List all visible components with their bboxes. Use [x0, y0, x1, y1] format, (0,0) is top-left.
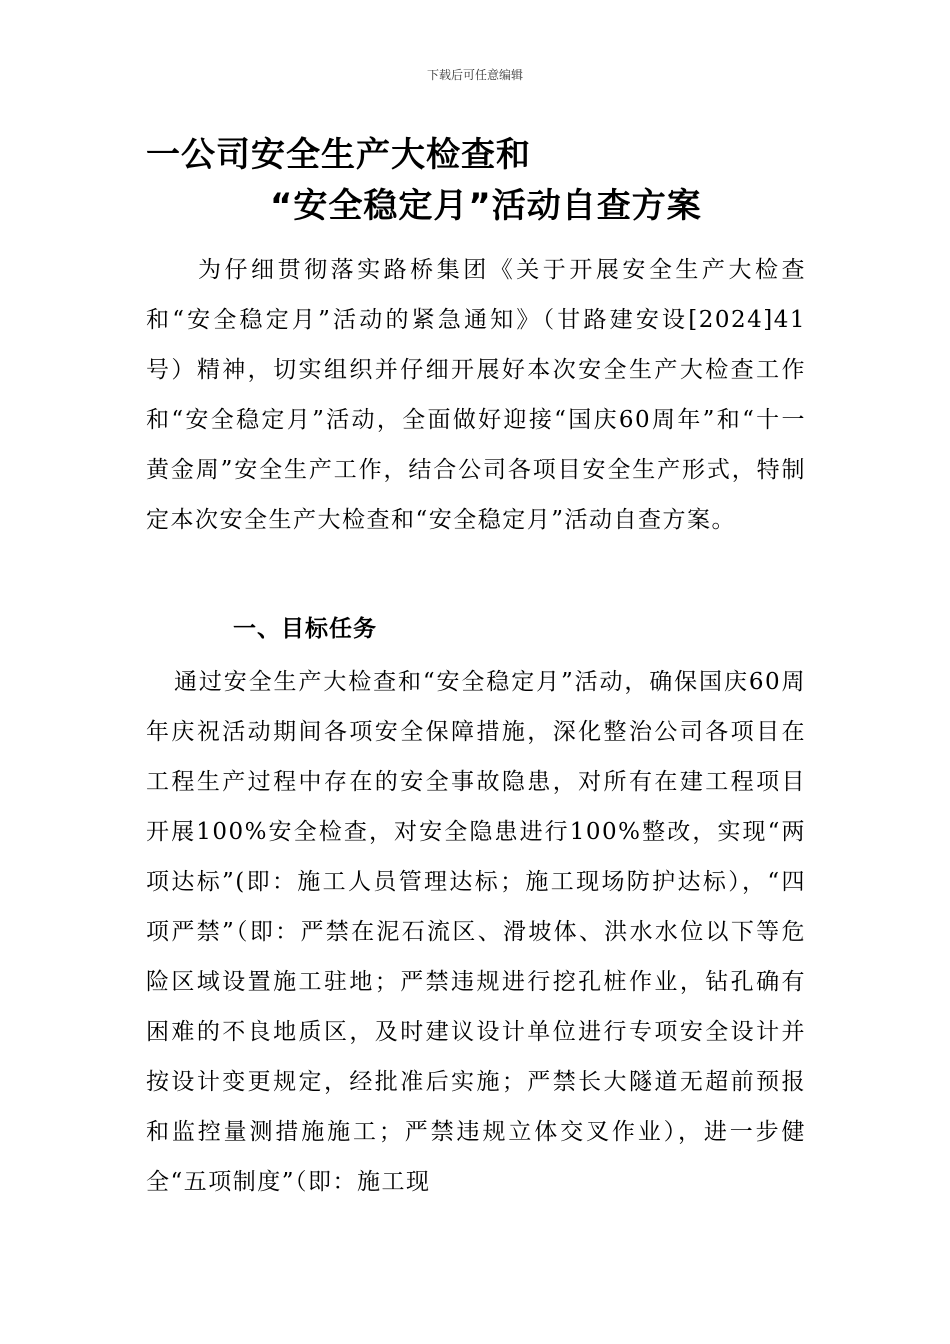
section-goals-paragraph: 通过安全生产大检查和“安全稳定月”活动，确保国庆60周年庆祝活动期间各项安全保障措施，深化整治公司各项目在工程生产过程中存在的安全事故隐患，对所有在建工程项目开展100%安全检查，对安全隐患进行100%整改，实现“两项达标”(即：施工人员管理达标；施工现场防护达标），“四项严禁”（即：严禁在泥石流区、滑坡体、洪水水位以下等危险区域设置施工驻地；严禁违规进行挖孔桩作业，钻孔确有困难的不良地质区，及时建议设计单位进行专项安全设计并按设计变更规定，经批准后实施；严禁长大隧道无超前预报和监控量测措施施工；严禁违规立体交叉作业），进一步健全“五项制度”（即：施工现 — [146, 669, 806, 1195]
document-title-line-2: “安全稳定月”活动自查方案 — [270, 186, 702, 226]
intro-paragraph: 为仔细贯彻落实路桥集团《关于开展安全生产大检查和“安全稳定月”活动的紧急通知》（甘路建安设[2024]41号）精神，切实组织并仔细开展好本次安全生产大检查工作和“安全稳定月”活动，全面做好迎接“国庆60周年”和“十一黄金周”安全生产工作，结合公司各项目安全生产形式，特制定本次安全生产大检查和“安全稳定月”活动自查方案。 — [146, 257, 806, 533]
document-title-line-1: 一公司安全生产大检查和 — [146, 135, 531, 175]
section-heading-goals: 一、目标任务 — [233, 616, 377, 642]
header-note: 下载后可任意编辑 — [426, 68, 523, 82]
